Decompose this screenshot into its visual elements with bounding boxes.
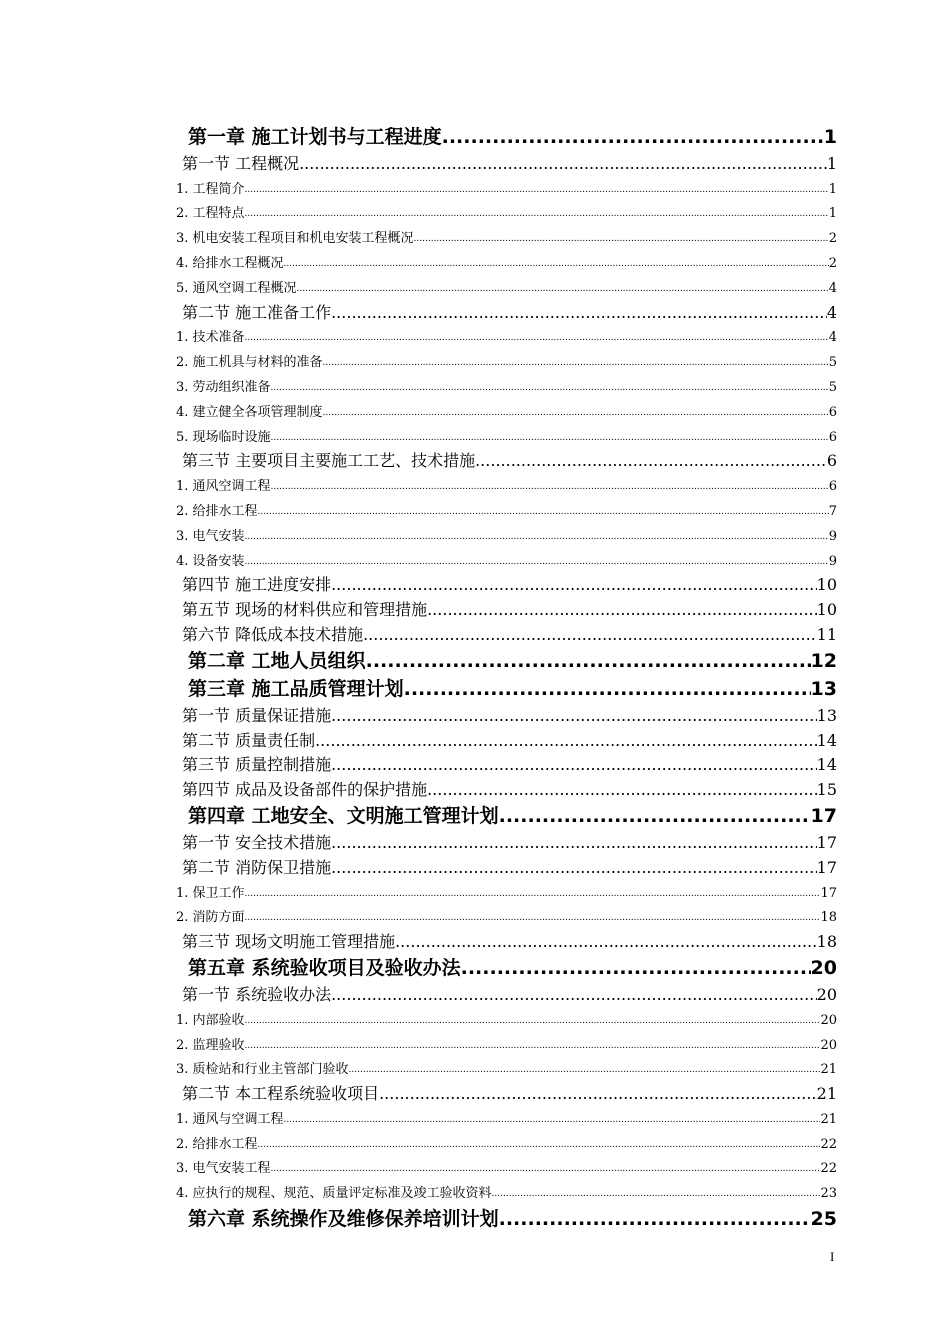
toc-chapter[interactable]	[176, 801, 837, 829]
toc-leader-dots	[499, 1206, 811, 1232]
toc-title: 第一节 系统验收办法	[182, 984, 332, 1004]
toc-item[interactable]	[176, 1056, 837, 1081]
toc-leader-dots	[245, 884, 821, 904]
toc-page-number: 22	[820, 1161, 837, 1177]
toc-page-number: 21	[816, 1084, 837, 1104]
toc-title: 4. 设备安装	[176, 553, 245, 569]
toc-page-number: 9	[828, 553, 837, 569]
toc-page-number: 13	[810, 677, 837, 700]
toc-page-number: 14	[816, 730, 837, 750]
toc-leader-dots	[366, 648, 811, 674]
page-number: I	[830, 1249, 835, 1264]
toc-leader-dots	[427, 779, 817, 801]
toc-page-number: 1	[828, 181, 837, 197]
toc-chapter[interactable]	[176, 1204, 837, 1232]
toc-section[interactable]	[176, 621, 837, 646]
toc-leader-dots	[271, 477, 829, 497]
toc-leader-dots	[258, 1135, 821, 1155]
toc-title: 第三章 施工品质管理计划	[188, 677, 404, 700]
toc-leader-dots	[271, 1159, 821, 1179]
table-of-contents	[176, 122, 837, 1232]
toc-page-number: 23	[820, 1186, 837, 1202]
toc-item[interactable]	[176, 175, 837, 200]
toc-item[interactable]	[176, 1006, 837, 1031]
toc-section[interactable]	[176, 727, 837, 752]
toc-title: 2. 给排水工程	[176, 1136, 258, 1152]
toc-leader-dots	[315, 730, 817, 752]
toc-item[interactable]	[176, 348, 837, 373]
toc-title: 第二章 工地人员组织	[188, 649, 366, 672]
toc-section[interactable]	[176, 752, 837, 777]
toc-leader-dots	[297, 279, 829, 299]
toc-title: 4. 应执行的规程、规范、质量评定标准及竣工验收资料	[176, 1186, 492, 1202]
toc-leader-dots	[349, 1060, 821, 1080]
toc-title: 第三节 主要项目主要施工工艺、技术措施	[182, 451, 476, 471]
toc-leader-dots	[331, 832, 817, 854]
toc-leader-dots	[331, 857, 817, 879]
toc-section[interactable]	[176, 829, 837, 854]
toc-page-number: 1	[826, 153, 837, 173]
toc-page-number: 12	[810, 649, 837, 672]
toc-title: 第一节 工程概况	[182, 153, 300, 173]
toc-page-number: 1	[828, 206, 837, 222]
toc-title: 1. 通风与空调工程	[176, 1111, 284, 1127]
toc-title: 3. 电气安装工程	[176, 1161, 271, 1177]
toc-title: 1. 通风空调工程	[176, 479, 271, 495]
toc-title: 1. 保卫工作	[176, 885, 245, 901]
toc-section[interactable]	[176, 928, 837, 953]
toc-leader-dots	[258, 502, 829, 522]
toc-title: 第二节 施工准备工作	[182, 302, 332, 322]
toc-chapter[interactable]	[176, 953, 837, 981]
toc-leader-dots	[271, 378, 829, 398]
toc-leader-dots	[245, 1036, 821, 1056]
toc-page-number: 6	[828, 429, 837, 445]
toc-title: 第三节 现场文明施工管理措施	[182, 932, 396, 952]
toc-page-number: 25	[810, 1208, 837, 1231]
toc-leader-dots	[492, 1184, 821, 1204]
toc-page-number: 17	[820, 885, 837, 901]
toc-leader-dots	[331, 705, 817, 727]
toc-title: 4. 给排水工程概况	[176, 255, 284, 271]
toc-leader-dots	[331, 302, 827, 324]
toc-item[interactable]	[176, 398, 837, 423]
toc-page-number: 10	[816, 600, 837, 620]
toc-page-number: 9	[828, 528, 837, 544]
toc-item[interactable]	[176, 472, 837, 497]
toc-title: 第二节 本工程系统验收项目	[182, 1084, 380, 1104]
toc-section[interactable]	[176, 596, 837, 621]
toc-leader-dots	[475, 450, 827, 472]
toc-page-number: 17	[816, 832, 837, 852]
toc-leader-dots	[363, 624, 817, 646]
toc-section[interactable]	[176, 854, 837, 879]
toc-page-number: 17	[816, 857, 837, 877]
toc-title: 5. 现场临时设施	[176, 429, 271, 445]
toc-leader-dots	[245, 552, 829, 572]
toc-leader-dots	[414, 229, 829, 249]
toc-chapter[interactable]	[176, 646, 837, 674]
toc-title: 第六节 降低成本技术措施	[182, 624, 364, 644]
toc-item[interactable]	[176, 1105, 837, 1130]
toc-item[interactable]	[176, 904, 837, 929]
toc-page-number: 21	[820, 1062, 837, 1078]
toc-title: 第四节 施工进度安排	[182, 575, 332, 595]
toc-page-number: 4	[828, 330, 837, 346]
toc-title: 2. 给排水工程	[176, 503, 258, 519]
toc-section[interactable]	[176, 981, 837, 1006]
toc-page-number: 17	[810, 805, 837, 828]
toc-item[interactable]	[176, 324, 837, 349]
toc-leader-dots	[245, 328, 829, 348]
toc-item[interactable]	[176, 423, 837, 448]
toc-title: 2. 施工机具与材料的准备	[176, 355, 323, 371]
toc-item[interactable]	[176, 522, 837, 547]
toc-title: 第一节 安全技术措施	[182, 832, 332, 852]
toc-item[interactable]	[176, 1031, 837, 1056]
toc-leader-dots	[245, 908, 821, 928]
toc-page-number: 15	[816, 780, 837, 800]
toc-title: 第二节 质量责任制	[182, 730, 316, 750]
toc-section[interactable]	[176, 702, 837, 727]
toc-page-number: 14	[816, 755, 837, 775]
toc-page-number: 20	[820, 1037, 837, 1053]
toc-item[interactable]	[176, 547, 837, 572]
toc-page-number: 10	[816, 575, 837, 595]
toc-section[interactable]	[176, 448, 837, 473]
toc-item[interactable]	[176, 274, 837, 299]
toc-page-number: 2	[828, 231, 837, 247]
toc-page-number: 7	[828, 503, 837, 519]
toc-item[interactable]	[176, 249, 837, 274]
toc-leader-dots	[284, 254, 829, 274]
toc-leader-dots	[404, 676, 811, 702]
toc-title: 5. 通风空调工程概况	[176, 280, 297, 296]
toc-title: 第三节 质量控制措施	[182, 755, 332, 775]
toc-leader-dots	[245, 527, 829, 547]
toc-title: 第一节 质量保证措施	[182, 705, 332, 725]
toc-title: 3. 劳动组织准备	[176, 379, 271, 395]
toc-leader-dots	[245, 180, 829, 200]
toc-item[interactable]	[176, 1130, 837, 1155]
toc-leader-dots	[331, 754, 817, 776]
toc-leader-dots	[299, 153, 827, 175]
toc-page-number: 6	[828, 404, 837, 420]
toc-item[interactable]	[176, 1155, 837, 1180]
toc-title: 1. 工程简介	[176, 181, 245, 197]
toc-page-number: 18	[816, 932, 837, 952]
toc-section[interactable]	[176, 1080, 837, 1105]
toc-title: 3. 电气安装	[176, 528, 245, 544]
toc-leader-dots	[331, 984, 817, 1006]
toc-leader-dots	[427, 599, 817, 621]
toc-page-number: 20	[810, 957, 837, 980]
toc-chapter[interactable]	[176, 674, 837, 702]
toc-title: 3. 质检站和行业主管部门验收	[176, 1062, 349, 1078]
toc-leader-dots	[461, 955, 811, 981]
toc-leader-dots	[442, 124, 824, 150]
toc-title: 第四节 成品及设备部件的保护措施	[182, 780, 428, 800]
toc-item[interactable]	[176, 1179, 837, 1204]
toc-page-number: 11	[816, 624, 837, 644]
toc-item[interactable]	[176, 879, 837, 904]
toc-title: 3. 机电安装工程项目和机电安装工程概况	[176, 231, 414, 247]
toc-title: 第五节 现场的材料供应和管理措施	[182, 600, 428, 620]
toc-leader-dots	[395, 931, 817, 953]
toc-title: 第六章 系统操作及维修保养培训计划	[188, 1208, 499, 1231]
toc-leader-dots	[499, 803, 811, 829]
toc-leader-dots	[323, 353, 829, 373]
toc-title: 1. 技术准备	[176, 330, 245, 346]
toc-leader-dots	[245, 1011, 821, 1031]
toc-leader-dots	[271, 428, 829, 448]
toc-page-number: 20	[816, 984, 837, 1004]
toc-page-number: 20	[820, 1012, 837, 1028]
toc-title: 第五章 系统验收项目及验收办法	[188, 957, 461, 980]
toc-leader-dots	[331, 574, 817, 596]
toc-title: 2. 消防方面	[176, 910, 245, 926]
toc-page-number: 5	[828, 379, 837, 395]
toc-title: 4. 建立健全各项管理制度	[176, 404, 323, 420]
toc-item[interactable]	[176, 200, 837, 225]
toc-item[interactable]	[176, 373, 837, 398]
toc-title: 第四章 工地安全、文明施工管理计划	[188, 805, 499, 828]
toc-title: 2. 监理验收	[176, 1037, 245, 1053]
toc-page-number: 21	[820, 1111, 837, 1127]
toc-page-number: 1	[823, 126, 837, 148]
toc-page-number: 6	[828, 479, 837, 495]
toc-title: 第二节 消防保卫措施	[182, 857, 332, 877]
toc-page-number: 13	[816, 705, 837, 725]
toc-section[interactable]	[176, 776, 837, 801]
toc-page-number: 4	[826, 302, 837, 322]
toc-page-number: 22	[820, 1136, 837, 1152]
toc-section[interactable]	[176, 572, 837, 597]
toc-title: 1. 内部验收	[176, 1012, 245, 1028]
toc-item[interactable]	[176, 497, 837, 522]
toc-title: 第一章 施工计划书与工程进度	[188, 126, 442, 148]
toc-page-number: 5	[828, 355, 837, 371]
toc-leader-dots	[379, 1083, 817, 1105]
toc-leader-dots	[245, 204, 829, 224]
toc-section[interactable]	[176, 150, 837, 175]
toc-page-number: 6	[826, 451, 837, 471]
toc-leader-dots	[284, 1110, 821, 1130]
toc-leader-dots	[323, 403, 829, 423]
toc-item[interactable]	[176, 224, 837, 249]
toc-page-number: 4	[828, 280, 837, 296]
toc-page-number: 18	[820, 910, 837, 926]
toc-page-number: 2	[828, 255, 837, 271]
toc-section[interactable]	[176, 299, 837, 324]
toc-chapter[interactable]	[176, 122, 837, 150]
toc-title: 2. 工程特点	[176, 206, 245, 222]
